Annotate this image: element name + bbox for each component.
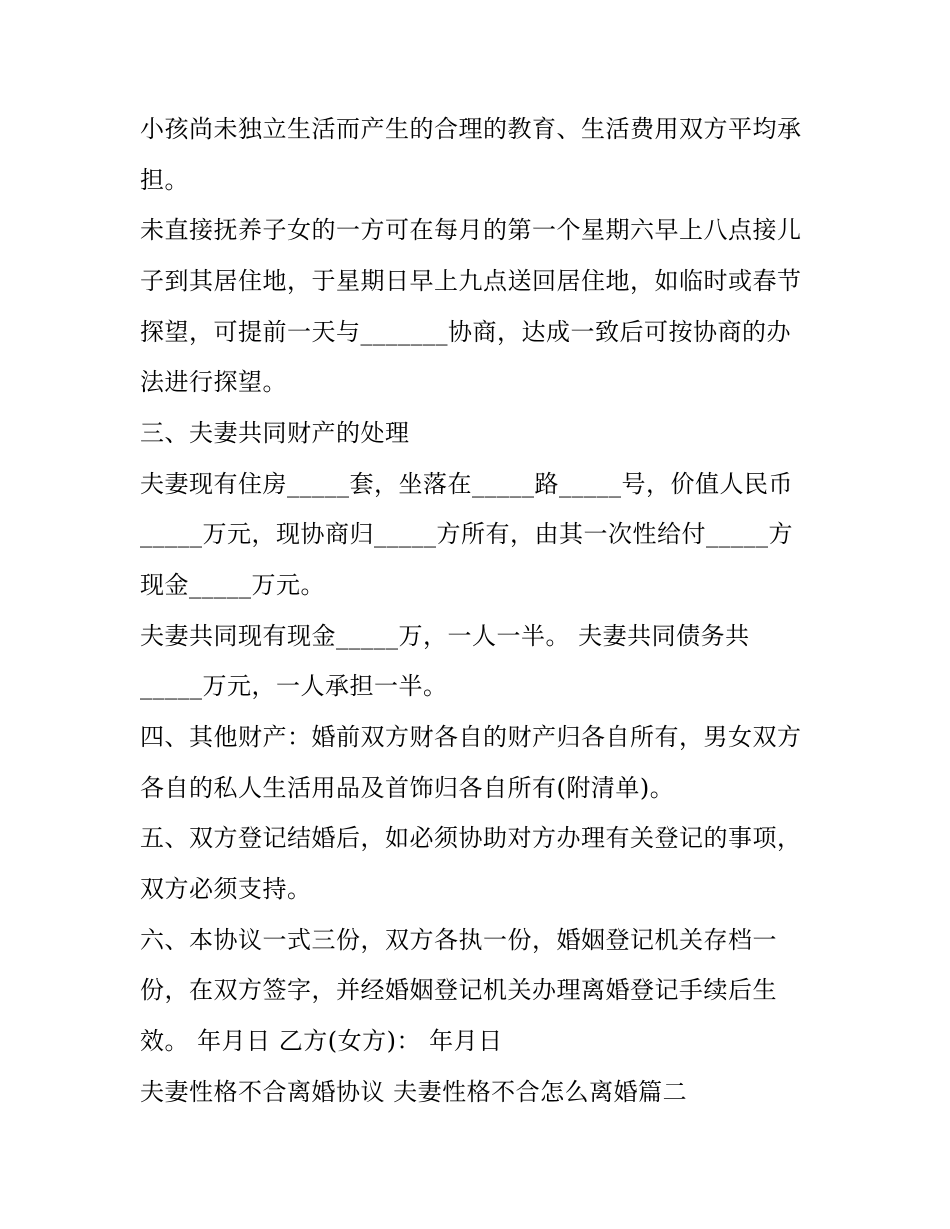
text-line: 探望，可提前一天与_______协商，达成一致后可按协商的办 xyxy=(140,318,791,346)
text-line: 夫妻现有住房_____套，坐落在_____路_____号，价值人民币 xyxy=(140,470,793,498)
text-line: 双方必须支持。 xyxy=(140,875,312,903)
text-line: 小孩尚未独立生活而产生的合理的教育、生活费用双方平均承 xyxy=(140,115,802,143)
text-line: _____万元，现协商归_____方所有，由其一次性给付_____方 xyxy=(140,520,793,548)
text-line: 六、本协议一式三份，双方各执一份，婚姻登记机关存档一 xyxy=(140,926,777,954)
text-line: 法进行探望。 xyxy=(140,368,287,396)
section-title: 夫妻性格不合离婚协议 夫妻性格不合怎么离婚篇二 xyxy=(140,1078,688,1106)
text-line: 份，在双方签字，并经婚姻登记机关办理离婚登记手续后生 xyxy=(140,976,777,1004)
text-line: 子到其居住地，于星期日早上九点送回居住地，如临时或春节 xyxy=(140,267,802,295)
text-line: 现金_____万元。 xyxy=(140,571,325,599)
text-line: 未直接抚养子女的一方可在每月的第一个星期六早上八点接儿 xyxy=(140,216,802,244)
text-line: 五、双方登记结婚后，如必须协助对方办理有关登记的事项， xyxy=(140,824,802,852)
text-line: 夫妻共同现有现金_____万，一人一半。 夫妻共同债务共 xyxy=(140,622,750,650)
text-line: 各自的私人生活用品及首饰归各自所有(附清单)。 xyxy=(140,774,675,802)
text-line: 效。 年月日 乙方(女方)： 年月日 xyxy=(140,1027,503,1055)
text-line: 四、其他财产：婚前双方财各自的财产归各自所有，男女双方 xyxy=(140,723,802,751)
text-line: _____万元，一人承担一半。 xyxy=(140,672,448,700)
section-heading: 三、夫妻共同财产的处理 xyxy=(140,419,410,447)
text-line: 担。 xyxy=(140,166,189,194)
